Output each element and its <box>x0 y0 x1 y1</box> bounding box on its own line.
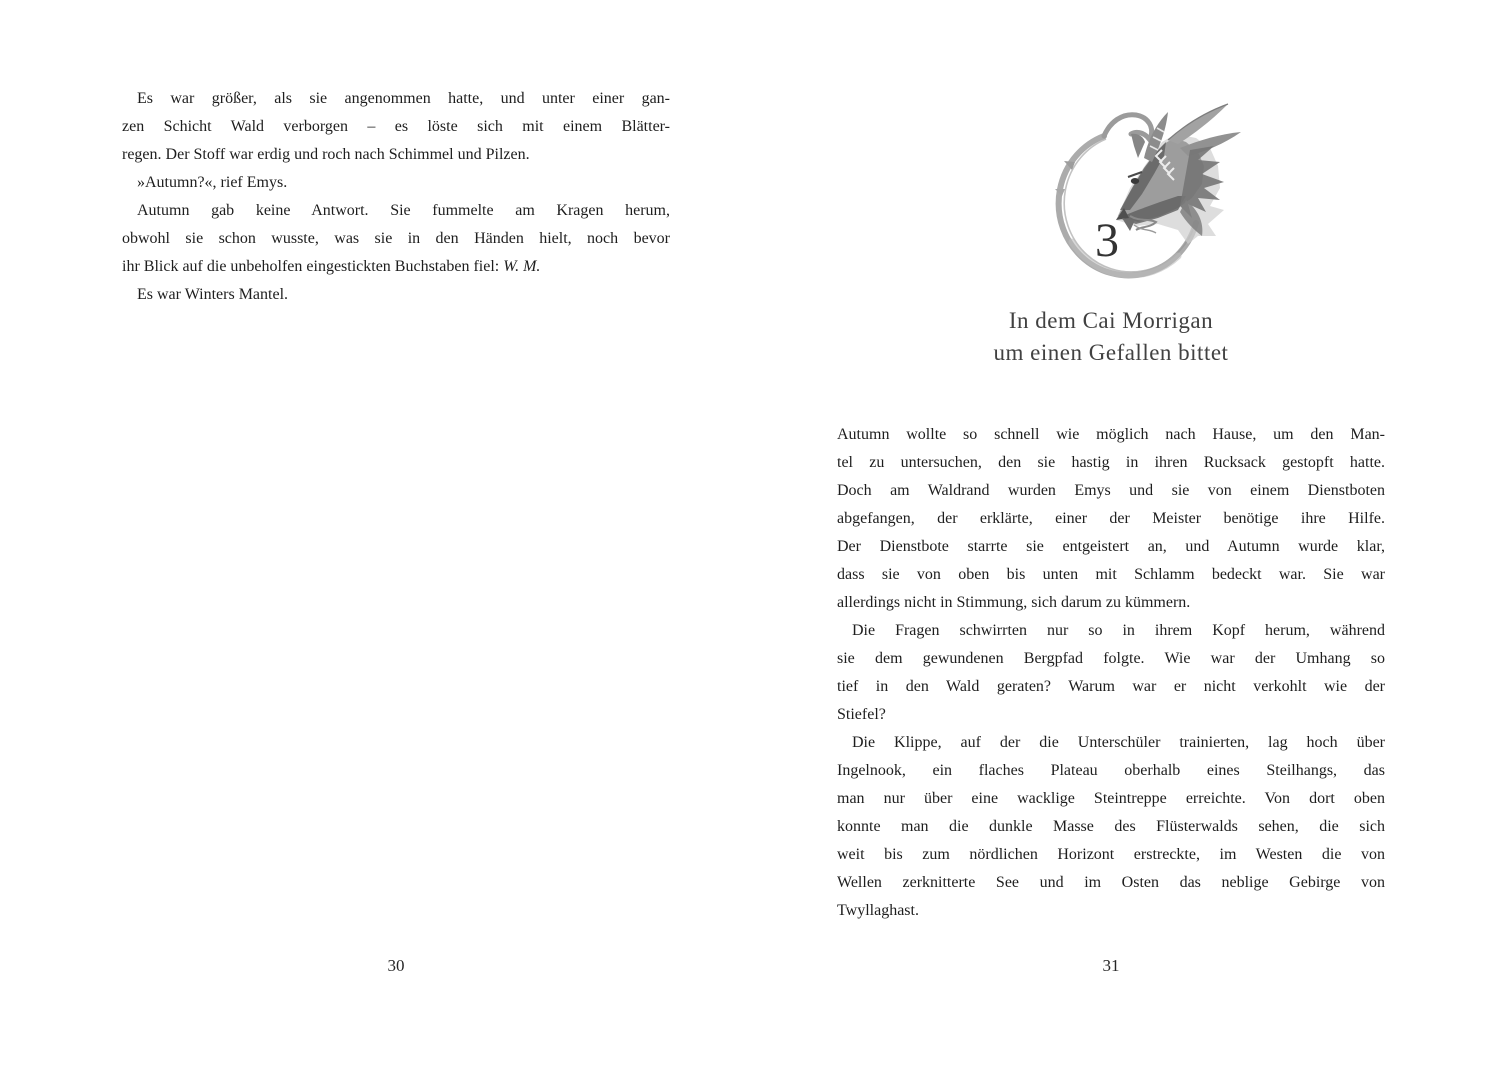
text-line: obwohl sie schon wusste, was sie in den Händen hielt, noch bevor <box>122 230 670 247</box>
dragon-illustration <box>1038 84 1250 299</box>
chapter-title-line-2: um einen Gefallen bittet <box>993 340 1229 365</box>
text-line: Twyllaghast. <box>837 902 919 919</box>
left-page-number: 30 <box>387 956 405 975</box>
text-line: ihr Blick auf die unbeholfen eingestickten Buchstaben fiel: W. M. <box>122 258 541 275</box>
text-line: tief in den Wald geraten? Warum war er nicht verkohlt wie der <box>837 678 1385 695</box>
text-line: Ingelnook, ein flaches Plateau oberhalb eines Steilhangs, das <box>837 762 1385 779</box>
text-line: Stiefel? <box>837 706 886 723</box>
text-line: Die Fragen schwirrten nur so in ihrem Kopf herum, während <box>852 622 1385 639</box>
text-line: Wellen zerknitterte See und im Osten das neblige Gebirge von <box>837 874 1385 891</box>
paragraph <box>122 169 670 197</box>
text-line: Es war Winters Mantel. <box>137 286 289 303</box>
text-line: Die Klippe, auf der die Unterschüler trainierten, lag hoch über <box>852 734 1385 751</box>
text-line: abgefangen, der erklärte, einer der Meister benötige ihre Hilfe. <box>837 510 1385 527</box>
text-line: »Autumn?«, rief Emys. <box>137 174 288 191</box>
paragraph <box>122 197 670 281</box>
text-line: sie dem gewundenen Bergpfad folgte. Wie war der Umhang so <box>837 650 1385 667</box>
embroidered-initials: W. M. <box>503 258 541 275</box>
text-line: konnte man die dunkle Masse des Flüsterwalds sehen, die sich <box>837 818 1385 835</box>
text-line: dass sie von oben bis unten mit Schlamm bedeckt war. Sie war <box>837 566 1385 583</box>
chapter-title <box>837 305 1385 369</box>
paragraph <box>837 421 1385 617</box>
paragraph <box>122 85 670 169</box>
chapter-title-line-1: In dem Cai Morrigan <box>1008 308 1214 333</box>
text-line: allerdings nicht in Stimmung, sich darum zu kümmern. <box>837 594 1191 611</box>
text-line: Autumn wollte so schnell wie möglich nach Hause, um den Man- <box>837 426 1385 443</box>
paragraph <box>122 281 670 309</box>
text-line: Es war größer, als sie angenommen hatte, und unter einer gan- <box>137 90 670 107</box>
text-line: man nur über eine wacklige Steintreppe erreichte. Von dort oben <box>837 790 1385 807</box>
paragraph <box>837 617 1385 729</box>
text-line: Doch am Waldrand wurden Emys und sie von einem Dienstboten <box>837 482 1385 499</box>
text-line: Autumn gab keine Antwort. Sie fummelte am Kragen herum, <box>137 202 670 219</box>
right-page-number: 31 <box>1102 956 1120 975</box>
text-line: weit bis zum nördlichen Horizont erstreckte, im Westen die von <box>837 846 1385 863</box>
text-line: Der Dienstbote starrte sie entgeistert an, und Autumn wurde klar, <box>837 538 1385 555</box>
text-line: regen. Der Stoff war erdig und roch nach Schimmel und Pilzen. <box>122 146 530 163</box>
chapter-number: 3 <box>1095 214 1119 267</box>
right-text-block <box>837 421 1385 925</box>
text-line: tel zu untersuchen, den sie hastig in ihren Rucksack gestopft hatte. <box>837 454 1385 471</box>
text-line: zen Schicht Wald verborgen – es löste sich mit einem Blätter- <box>122 118 670 135</box>
paragraph <box>837 729 1385 925</box>
left-text-block <box>122 85 670 309</box>
